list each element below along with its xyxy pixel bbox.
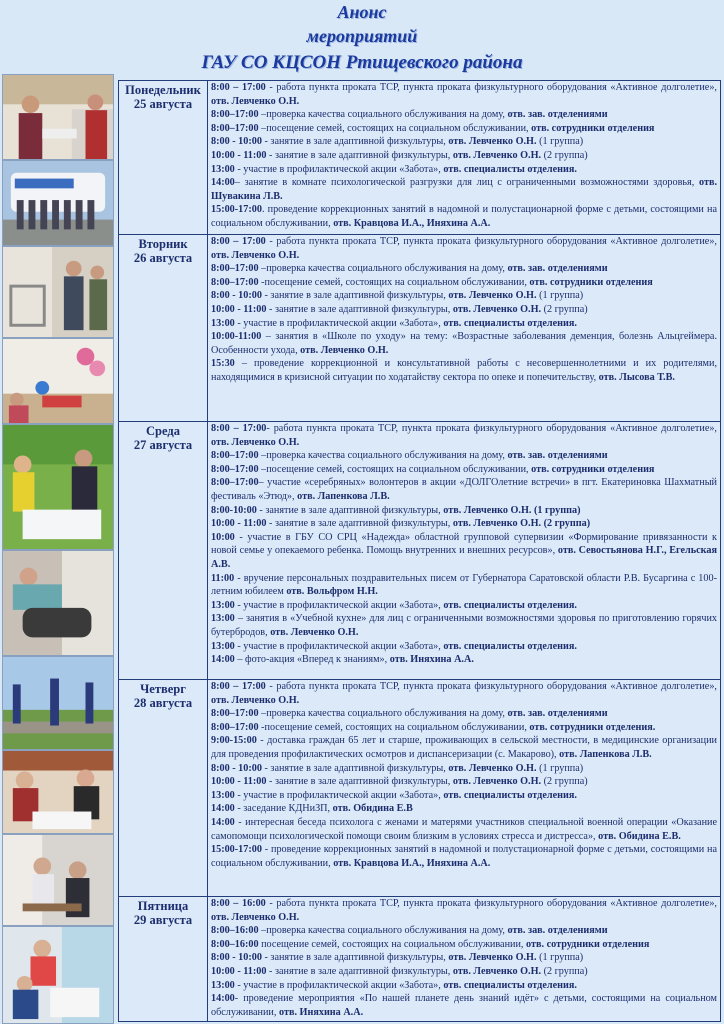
event-description: - занятие в зале адаптивной физкультуры,: [261, 952, 449, 964]
event-item: [211, 843, 717, 870]
event-group: (1 группа): [536, 762, 584, 774]
event-time: 10:00 - 11:00: [211, 965, 267, 977]
event-description: – фото-акция «Вперед к знаниям»,: [234, 654, 390, 666]
kitchen-photo: [2, 74, 114, 160]
day-name: Понедельник: [125, 83, 201, 97]
event-time: 8:00-10:00: [211, 504, 257, 516]
event-responsible: отв. Вольфром Н.Н.: [286, 586, 378, 598]
event-time: 8:00 - 10:00: [211, 952, 262, 964]
event-time: 8:00–16:00: [211, 938, 259, 950]
event-item: [211, 81, 717, 108]
event-group: (1 группа): [536, 290, 584, 302]
event-description: – занятие в комнате психологической разгрузки для лиц с ограниченными возможностями здоровья,: [234, 177, 699, 189]
event-description: - участие в ГБУ СО СРЦ «Надежда» областной групповой супервизии «Формирование привязанности к новой семье у опекаемого ребенка. Помощь внутренних и внешних ресурсов»,: [211, 531, 717, 557]
event-item: [211, 422, 717, 449]
event-item: [211, 734, 717, 761]
day-name: Среда: [146, 424, 180, 438]
event-responsible: отв. Левченко О.Н. (1 группа): [443, 504, 581, 516]
event-item: [211, 612, 717, 639]
event-time: 8:00–17:00: [211, 721, 259, 733]
event-responsible: отв. Обидина Е.В.: [598, 830, 681, 842]
day-date: 29 августа: [133, 913, 193, 927]
event-group: (2 группа): [541, 776, 588, 788]
event-group: (1 группа): [536, 952, 584, 964]
event-responsible: отв. зав. отделениями: [507, 708, 608, 720]
event-group: (2 группа): [541, 965, 588, 977]
day-date: 26 августа: [133, 251, 193, 265]
event-responsible: отв. сотрудники отделения: [529, 276, 653, 288]
event-item: [211, 203, 717, 230]
event-time: 8:00–16:00: [211, 925, 259, 937]
event-description: - участие в профилактической акции «Забота»,: [234, 599, 444, 611]
event-description: - занятие в зале адаптивной физкультуры,: [261, 290, 449, 302]
event-responsible: отв. Лапенкова Л.В.: [297, 490, 390, 502]
event-time: 8:00–17:00: [211, 708, 259, 720]
day-name: Вторник: [138, 237, 188, 251]
event-responsible: отв. Левченко О.Н.: [452, 303, 542, 315]
event-time: 10:00 - 11:00: [211, 149, 267, 161]
event-description: – проведение коррекционной и консультативной работы с несовершеннолетними и их родителями, находящимися в кризисной ситуации по ходатайству сектора по опеке и попечительству,: [211, 358, 717, 383]
event-time: 8:00–17:00: [211, 109, 259, 121]
event-description: - занятие в зале адаптивной физкультуры,: [266, 149, 453, 161]
event-time: 8:00–17:00: [211, 263, 259, 275]
event-group: (2 группа): [541, 303, 588, 315]
day-cell: [119, 897, 208, 1022]
day-cell: [119, 235, 208, 422]
event-time: 14:00: [211, 993, 235, 1005]
event-description: - занятие в зале адаптивной физкультуры,: [266, 303, 453, 315]
event-time: 9:00-15:00: [211, 735, 257, 747]
event-description: - занятие в зале адаптивной физкультуры,: [266, 965, 453, 977]
event-time: 8:00 - 10:00: [211, 762, 262, 774]
day-row: [119, 235, 721, 422]
event-item: [211, 176, 717, 203]
event-item: [211, 330, 717, 357]
event-item: [211, 707, 717, 721]
event-description: - работа пункта проката ТСР, пункта проката физкультурного оборудования «Активное долголетие»,: [265, 236, 717, 247]
event-description: - участие в профилактической акции «Забота»,: [234, 317, 444, 329]
event-responsible: отв. сотрудники отделения: [531, 122, 655, 134]
event-item: [211, 816, 717, 843]
event-item: [211, 135, 717, 149]
event-responsible: отв. Иняхина А.А.: [389, 654, 474, 666]
event-responsible: отв. специалисты отделения.: [443, 789, 577, 801]
events-cell: [208, 81, 721, 235]
event-time: 13:00: [211, 317, 235, 329]
event-time: 8:00 - 10:00: [211, 290, 262, 302]
kids-activity-photo: [2, 926, 114, 1024]
event-responsible: отв. Севостьянова Н.Г., Егельская А.В.: [211, 545, 717, 570]
event-description: - занятие в зале адаптивной физкультуры,: [261, 762, 449, 774]
event-item: [211, 992, 717, 1019]
event-responsible: отв. сотрудники отделения.: [529, 721, 656, 733]
event-item: [211, 762, 717, 776]
event-item: [211, 938, 717, 952]
event-item: [211, 449, 717, 463]
event-responsible: отв. специалисты отделения.: [443, 640, 577, 652]
event-description: – занятия в «Школе по уходу» на тему: «Возрастные заболевания деменция, болезнь Альцгеймера. Особенности ухода,: [211, 331, 717, 356]
event-time: 8:00 – 17:00: [211, 681, 266, 692]
event-responsible: отв. Левченко О.Н.: [211, 249, 300, 261]
event-description: посещение семей, состоящих на социальном обслуживании,: [258, 938, 527, 950]
event-item: [211, 653, 717, 667]
event-responsible: отв. Иняхина А.А.: [278, 1006, 364, 1018]
event-description: –проверка качества социального обслуживания на дому,: [258, 109, 508, 121]
day-cell: [119, 680, 208, 897]
event-item: [211, 289, 717, 303]
event-item: [211, 262, 717, 276]
event-time: 8:00 – 17:00: [211, 423, 267, 434]
event-time: 8:00–17:00: [211, 477, 259, 489]
event-item: [211, 108, 717, 122]
event-item: [211, 122, 717, 136]
event-time: 10:00 - 11:00: [211, 776, 267, 788]
event-description: - доставка граждан 65 лет и старше, проживающих в сельской местности, в медицинские организации для проведения профилактических осмотров и диспансеризации (с. Макарово),: [211, 735, 717, 760]
event-responsible: отв. Левченко О.Н.: [448, 136, 537, 148]
schedule-table: [118, 80, 721, 1022]
event-description: - работа пункта проката ТСР, пункта проката физкультурного оборудования «Активное долголетие»,: [265, 82, 717, 93]
event-time: 10:00 - 11:00: [211, 303, 267, 315]
event-item: [211, 163, 717, 177]
event-description: - занятие в зале адаптивной физкультуры,: [261, 136, 449, 148]
event-responsible: отв. зав. отделениями: [507, 450, 608, 462]
events-cell: [208, 680, 721, 897]
event-description: –проверка качества социального обслуживания на дому,: [258, 925, 508, 937]
event-time: 8:00 – 16:00: [211, 898, 266, 909]
day-row: [119, 680, 721, 897]
event-time: 15:30: [211, 358, 235, 370]
event-time: 13:00: [211, 640, 235, 652]
day-name: Четверг: [140, 682, 186, 696]
event-item: [211, 680, 717, 707]
day-row: [119, 897, 721, 1022]
crafts-photo: [2, 424, 114, 550]
event-item: [211, 979, 717, 993]
event-item: [211, 463, 717, 477]
massage-chair-photo: [2, 550, 114, 656]
event-description: –посещение семей, состоящих на социальном обслуживании,: [258, 463, 532, 475]
photo-column: [2, 74, 114, 1024]
announcement-title: Анонс: [337, 2, 387, 22]
event-time: 13:00: [211, 599, 235, 611]
event-responsible: отв. Левченко О.Н.: [448, 762, 537, 774]
event-time: 14:00: [211, 803, 235, 815]
event-description: - интересная беседа психолога с женами и матерями участников специальной военной операции «Оказание самопомощи психологической помощи своим близким в условиях стресса и дистресса»,: [211, 816, 717, 842]
event-item: [211, 789, 717, 803]
event-description: - участие в профилактической акции «Забота»,: [234, 640, 444, 652]
event-time: 8:00–17:00: [211, 450, 259, 462]
event-time: 11:00: [211, 572, 235, 584]
event-description: - занятие в зале адаптивной физкультуры,: [266, 518, 453, 530]
event-responsible: отв. Левченко О.Н. (2 группа): [452, 518, 591, 530]
event-time: 8:00 - 10:00: [211, 136, 262, 148]
event-group: (2 группа): [541, 149, 588, 161]
event-item: [211, 357, 717, 384]
event-description: - работа пункта проката ТСР, пункта проката физкультурного оборудования «Активное долголетие»,: [265, 898, 717, 909]
event-responsible: отв. специалисты отделения.: [443, 163, 577, 175]
event-item: [211, 802, 717, 816]
event-responsible: отв. Левченко О.Н.: [211, 95, 300, 107]
events-cell: [208, 235, 721, 422]
event-time: 8:00 – 17:00: [211, 236, 266, 247]
event-time: 14:00: [211, 816, 235, 828]
event-description: –посещение семей, состоящих на социальном обслуживании,: [258, 122, 532, 134]
event-item: [211, 965, 717, 979]
day-row: [119, 81, 721, 235]
event-description: - вручение персональных поздравительных писем от Губернатора Саратовской области Р.В. Бусаргина с 100-летним юбилеем: [211, 572, 717, 598]
event-time: 8:00–17:00: [211, 122, 259, 134]
event-responsible: отв. сотрудники отделения: [526, 938, 650, 950]
event-responsible: отв. специалисты отделения.: [443, 979, 577, 991]
day-name: Пятница: [137, 899, 189, 913]
day-cell: [119, 422, 208, 680]
event-responsible: отв. Лапенкова Л.В.: [559, 748, 652, 760]
event-item: [211, 640, 717, 654]
rehab-gym-photo: [2, 338, 114, 424]
drawing-class-photo: [2, 750, 114, 834]
event-time: 14:00: [211, 654, 235, 666]
event-responsible: отв. Левченко О.Н.: [211, 694, 300, 706]
event-item: [211, 924, 717, 938]
event-item: [211, 531, 717, 572]
event-time: 13:00: [211, 163, 235, 175]
event-description: - заседание КДНиЗП,: [234, 803, 333, 815]
event-responsible: отв. Кравцова И.А., Иняхина А.А.: [333, 217, 491, 229]
event-description: –проверка качества социального обслуживания на дому,: [258, 708, 508, 720]
event-time: 10:00 - 11:00: [211, 518, 267, 530]
event-time: 10:00-11:00: [211, 331, 262, 343]
event-responsible: отв. Левченко О.Н.: [270, 626, 359, 638]
event-responsible: отв. Левченко О.Н.: [448, 952, 537, 964]
event-description: - участие в профилактической акции «Забота»,: [234, 163, 444, 175]
event-responsible: отв. Лысова Т.В.: [598, 371, 675, 383]
events-cell: [208, 422, 721, 680]
event-time: 13:00: [211, 613, 235, 625]
day-date: 27 августа: [133, 438, 193, 452]
event-responsible: отв. Левченко О.Н.: [452, 776, 542, 788]
event-item: [211, 504, 717, 518]
event-item: [211, 775, 717, 789]
event-description: - занятие в зале адаптивной физкультуры,: [256, 504, 444, 516]
event-responsible: отв. Левченко О.Н.: [211, 436, 300, 448]
event-responsible: отв. Обидина Е.В: [332, 803, 413, 815]
event-description: –проверка качества социального обслуживания на дому,: [258, 450, 508, 462]
event-responsible: отв. Левченко О.Н.: [300, 344, 389, 356]
event-description: – занятия в «Учебной кухне» для лиц с ограниченными возможностями здоровья по приготовлению горячих бутербродов,: [211, 613, 717, 638]
events-cell: [208, 897, 721, 1022]
organization-title: ГАУ СО КЦСОН Ртищевского района: [201, 52, 523, 73]
event-time: 10:00: [211, 531, 235, 543]
event-description: - проведение коррекционных занятий в надомной и полустационарной форме с детьми, состоящими на социальном обслуживании,: [211, 844, 717, 869]
event-item: [211, 276, 717, 290]
nordic-walking-photo: [2, 656, 114, 750]
event-description: –проверка качества социального обслуживания на дому,: [258, 263, 508, 275]
event-item: [211, 303, 717, 317]
event-item: [211, 951, 717, 965]
event-description: - проведение мероприятия «По нашей планете день знаний идёт» с детьми, состоящими на социальном обслуживании,: [211, 993, 717, 1018]
event-time: 15:00-17:00: [211, 204, 262, 216]
event-responsible: отв. зав. отделениями: [507, 109, 608, 121]
event-description: -посещение семей, состоящих на социальном обслуживании,: [258, 721, 530, 733]
event-responsible: отв. Шувакина Л.В.: [211, 177, 717, 202]
event-responsible: отв. Левченко О.Н.: [452, 149, 542, 161]
event-description: - участие в профилактической акции «Забота»,: [234, 789, 444, 801]
event-description: -посещение семей, состоящих на социальном обслуживании,: [258, 276, 530, 288]
event-description: - участие в профилактической акции «Забота»,: [234, 979, 444, 991]
event-responsible: отв. Кравцова И.А., Иняхина А.А.: [333, 857, 491, 869]
event-responsible: отв. сотрудники отделения: [531, 463, 655, 475]
event-description: - работа пункта проката ТСР, пункта проката физкультурного оборудования «Активное долголетие»,: [265, 681, 717, 692]
announcement-subtitle: мероприятий: [306, 26, 418, 46]
event-time: 13:00: [211, 789, 235, 801]
day-date: 25 августа: [133, 97, 193, 111]
event-item: [211, 721, 717, 735]
event-item: [211, 599, 717, 613]
event-responsible: отв. Левченко О.Н.: [211, 911, 300, 923]
consultation-photo: [2, 834, 114, 926]
event-item: [211, 517, 717, 531]
event-responsible: отв. Левченко О.Н.: [448, 290, 537, 302]
event-description: - занятие в зале адаптивной физкультуры,: [266, 776, 453, 788]
event-item: [211, 476, 717, 503]
event-responsible: отв. Левченко О.Н.: [452, 965, 542, 977]
event-time: 8:00 – 17:00: [211, 82, 266, 93]
event-item: [211, 149, 717, 163]
event-time: 15:00-17:00: [211, 844, 262, 856]
event-responsible: отв. специалисты отделения.: [443, 317, 577, 329]
event-time: 8:00–17:00: [211, 463, 259, 475]
event-time: 8:00–17:00: [211, 276, 259, 288]
event-time: 13:00: [211, 979, 235, 991]
event-responsible: отв. зав. отделениями: [507, 925, 608, 937]
event-responsible: отв. зав. отделениями: [507, 263, 608, 275]
event-group: (1 группа): [536, 136, 584, 148]
event-responsible: отв. специалисты отделения.: [443, 599, 577, 611]
event-description: - работа пункта проката ТСР, пункта проката физкультурного оборудования «Активное долголетие»,: [266, 423, 717, 434]
event-item: [211, 235, 717, 262]
event-item: [211, 897, 717, 924]
event-item: [211, 572, 717, 599]
walker-rental-photo: [2, 246, 114, 338]
minibus-group-photo: [2, 160, 114, 246]
event-description: – участие «серебряных» волонтеров в акции «ДОЛГОлетние встречи» в пгт. Екатериновка Шахматный фестиваль «Этюд»,: [211, 477, 717, 502]
day-date: 28 августа: [133, 696, 193, 710]
event-time: 14:00: [211, 177, 235, 189]
day-row: [119, 422, 721, 680]
day-cell: [119, 81, 208, 235]
event-description: . проведение коррекционных занятий в надомной и полустационарной форме с детьми, состоящими на социальном обслуживании,: [211, 204, 717, 229]
event-item: [211, 317, 717, 331]
